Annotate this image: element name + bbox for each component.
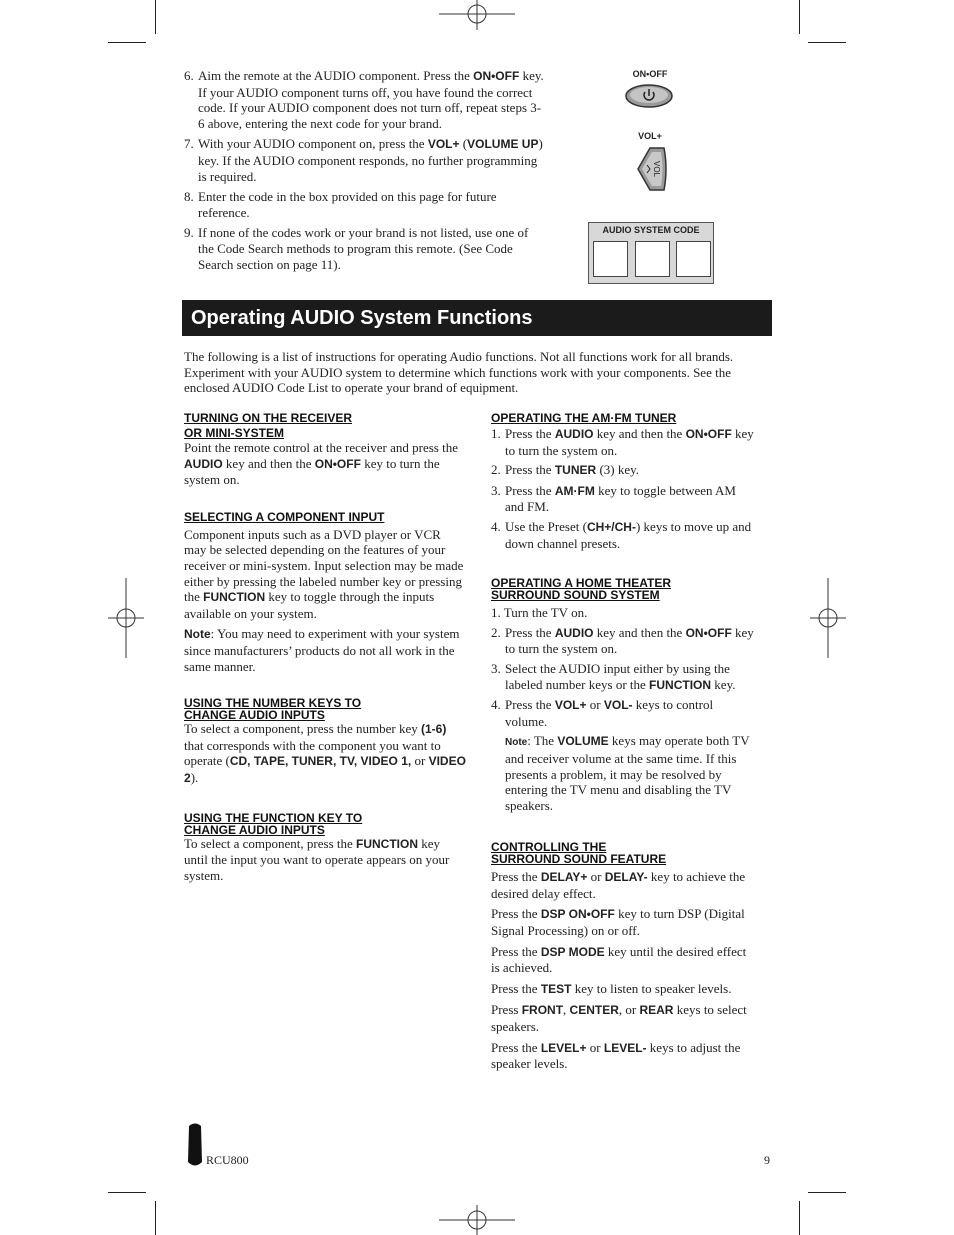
tuner-steps [491,426,757,551]
turning-on-heading-2: OR MINI-SYSTEM [184,426,285,440]
page-number: 9 [764,1153,770,1167]
number-keys-heading: USING THE NUMBER KEYS TO [184,696,362,711]
tuner-step-3: 3. Press the AM·FM key to toggle between AM and FM. [491,482,736,515]
step-9: 9. If none of the codes work or your brand is not listed, use one of the Code Search methods to program this remote. (See Code Search section on page 11). [184,225,529,272]
home-theater-step-3: 3. Select the AUDIO input either by using the labeled number keys or the FUNCTION key. [491,660,736,692]
function-key-heading-2: CHANGE AUDIO INPUTS [184,822,325,837]
registration-mark-left [108,578,144,658]
on-off-label: ON•OFF [632,69,668,79]
home-theater-step-1: 1. Turn the TV on. [491,605,588,621]
surround-heading: CONTROLLING THE [491,840,607,855]
function-key-heading: USING THE FUNCTION KEY TO [184,810,363,825]
step-7: 7. With your AUDIO component on, press the VOL+ (VOLUME UP) key. If the AUDIO component responds, no further programming is required. [184,136,543,184]
number-keys-text: To select a component, press the number key (1-6) that corresponds with the component you want to operate (CD, TAPE, TUNER, TV, VIDEO 1, or VIDEO 2). [184,721,466,785]
home-theater-note: Note: The VOLUME keys may operate both TV and receiver volume at the same time. If this presents a problem, it may be resolved by entering the TV menu and disabling the TV speakers. [505,733,750,813]
turning-on-text: Point the remote control at the receiver and press the AUDIO key and then the ON•OFF key to turn the system on. [184,440,458,488]
function-key-text: To select a component, press the FUNCTION key until the input you want to operate appears on your system. [184,835,450,883]
right-column [491,412,757,1072]
audio-system-code-box [588,222,714,284]
speaker-select-instruction: Press FRONT, CENTER, or REAR keys to select speakers. [491,1002,747,1035]
step-6: 6. Aim the remote at the AUDIO component. Press the ON•OFF key. If your AUDIO component turns off, you have found the correct code. If your AUDIO component does not turn off, repeat steps 3-6 above, entering the next code for your brand. [184,68,544,131]
tuner-step-2: 2. Press the TUNER (3) key. [491,462,640,478]
step-8: 8. Enter the code in the box provided on this page for future reference. [184,189,497,220]
code-digit-box-2 [635,241,670,277]
registration-mark-right [810,578,846,658]
delay-instruction: Press the DELAY+ or DELAY- key to achieve the desired delay effect. [491,869,746,901]
vol-icon-text: VOL [652,160,661,178]
left-column [184,412,466,883]
tuner-step-1: 1. Press the AUDIO key and then the ON•OFF key to turn the system on. [491,426,754,458]
section-banner: Operating AUDIO System Functions [182,300,772,336]
selecting-input-heading: SELECTING A COMPONENT INPUT [184,509,385,524]
test-instruction: Press the TEST key to listen to speaker levels. [491,980,732,996]
tuner-heading: OPERATING THE AM·FM TUNER [491,411,677,425]
level-instruction: Press the LEVEL+ or LEVEL- keys to adjust the speaker levels. [491,1039,741,1072]
tuner-step-4: 4. Use the Preset (CH+/CH-) keys to move up and down channel presets. [491,518,752,551]
registration-mark-top [437,0,517,30]
code-digit-box-3 [676,241,711,277]
surround-instructions [491,869,757,1072]
home-theater-steps [491,605,757,813]
programming-steps [184,68,544,272]
volume-key-icon [630,145,670,193]
code-digit-box-1 [593,241,628,277]
dsp-on-off-instruction: Press the DSP ON•OFF key to turn DSP (Digital Signal Processing) on or off. [491,906,745,939]
home-theater-step-4: 4. Press the VOL+ or VOL- keys to control volume. [491,697,714,729]
home-theater-step-2: 2. Press the AUDIO key and then the ON•OFF key to turn the system on. [491,624,754,657]
home-theater-heading-2: SURROUND SOUND SYSTEM [491,588,660,603]
power-button-icon [624,83,674,109]
surround-heading-2: SURROUND SOUND FEATURE [491,852,667,867]
home-theater-heading: OPERATING A HOME THEATER [491,576,671,591]
model-number: RCU800 [206,1153,249,1167]
code-box-title: AUDIO SYSTEM CODE [602,225,700,235]
intro-paragraph: The following is a list of instructions for operating Audio functions. Not all functions work for all brands. Experiment with your AUDIO system to determine which functions work with your components. See the enclosed AUDIO Code List to operate your brand of equipment. [184,349,734,396]
selecting-input-note: Note: You may need to experiment with your system since manufacturers’ products do not all work in the same manner. [184,626,460,674]
vol-plus-label: VOL+ [638,131,662,141]
remote-control-icon [186,1122,204,1168]
registration-mark-bottom [437,1205,517,1235]
dsp-mode-instruction: Press the DSP MODE key until the desired effect is achieved. [491,943,747,976]
turning-on-heading: TURNING ON THE RECEIVER [184,411,353,425]
selecting-input-text: Component inputs such as a DVD player or VCR may be selected depending on the features of your receiver or mini-system. Input selection may be made either by pressing the labeled number key or pressing the FUNCTION key to toggle through the inputs available on your system. [184,526,464,621]
number-keys-heading-2: CHANGE AUDIO INPUTS [184,708,325,723]
